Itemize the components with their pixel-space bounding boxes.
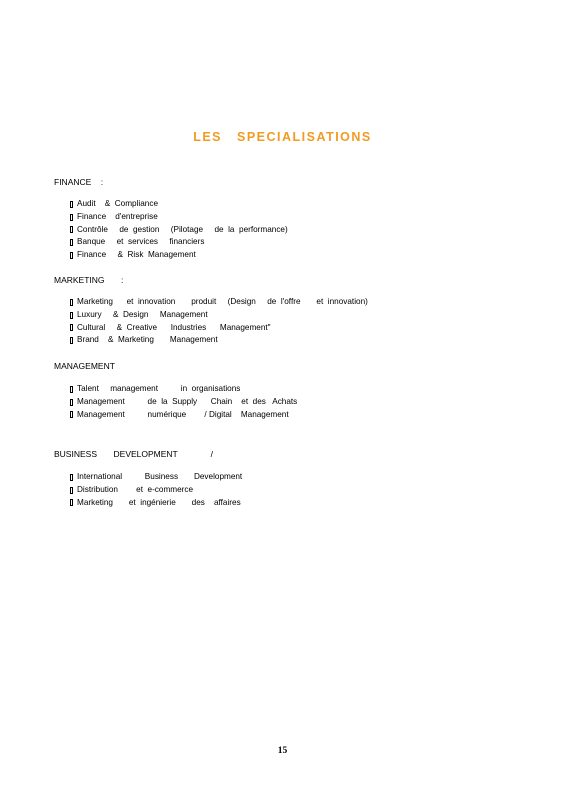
list-item — [70, 198, 534, 211]
section-business-development — [54, 448, 534, 509]
bullet-icon — [70, 226, 73, 233]
bullet-icon — [70, 499, 73, 506]
section-heading-business-development: BUSINESS DEVELOPMENT / — [54, 449, 214, 459]
section-list-business-development — [54, 471, 534, 509]
list-item — [70, 224, 534, 237]
list-item — [70, 484, 534, 497]
bullet-icon — [70, 239, 73, 246]
bullet-icon — [70, 324, 73, 331]
list-item — [70, 309, 534, 322]
section-finance — [54, 176, 534, 262]
section-list-finance — [54, 198, 534, 262]
bullet-icon — [70, 487, 73, 494]
list-item-text: Marketing et ingénierie des affaires — [77, 497, 241, 507]
list-item-text: Cultural & Creative Industries Management" — [77, 322, 271, 332]
section-heading-finance: FINANCE : — [54, 177, 104, 187]
list-item — [70, 334, 534, 347]
list-item — [70, 409, 534, 422]
list-item-text: Contrôle de gestion (Pilotage de la performance) — [77, 224, 288, 234]
bullet-icon — [70, 312, 73, 319]
list-item-text: Finance & Risk Management — [77, 250, 196, 260]
list-item — [70, 236, 534, 249]
section-heading-management: MANAGEMENT — [54, 361, 115, 371]
list-item-text: Banque et services financiers — [77, 237, 205, 247]
section-list-marketing — [54, 296, 534, 347]
list-item — [70, 322, 534, 335]
section-list-management — [54, 383, 534, 421]
page-title: LES SPECIALISATIONS — [193, 130, 372, 144]
bullet-icon — [70, 386, 73, 393]
list-item-text: Audit & Compliance — [77, 199, 159, 208]
list-item-text: Management numérique / Digital Management — [77, 409, 289, 419]
section-management — [54, 360, 534, 421]
list-item-text: Distribution et e-commerce — [77, 484, 194, 494]
bullet-icon — [70, 411, 73, 418]
list-item — [70, 383, 534, 396]
list-item — [70, 211, 534, 224]
list-item-text: Management de la Supply Chain et des Achats — [77, 396, 298, 406]
list-item — [70, 396, 534, 409]
list-item-text: Luxury & Design Management — [77, 309, 208, 319]
list-item-text: Brand & Marketing Management — [77, 335, 218, 345]
bullet-icon — [70, 201, 73, 208]
bullet-icon — [70, 252, 73, 259]
list-item — [70, 497, 534, 510]
list-item-text: Finance d'entreprise — [77, 211, 158, 221]
bullet-icon — [70, 214, 73, 221]
bullet-icon — [70, 474, 73, 481]
bullet-icon — [70, 299, 73, 306]
list-item-text: Marketing et innovation produit (Design de l'offre et innovation) — [77, 297, 368, 306]
list-item-text: Talent management in organisations — [77, 384, 241, 393]
bullet-icon — [70, 337, 73, 344]
list-item — [70, 471, 534, 484]
page-number: 15 — [277, 746, 288, 756]
list-item-text: International Business Development — [77, 472, 243, 481]
section-marketing — [54, 274, 534, 347]
list-item — [70, 249, 534, 262]
list-item — [70, 296, 534, 309]
section-heading-marketing: MARKETING : — [54, 275, 124, 285]
bullet-icon — [70, 399, 73, 406]
